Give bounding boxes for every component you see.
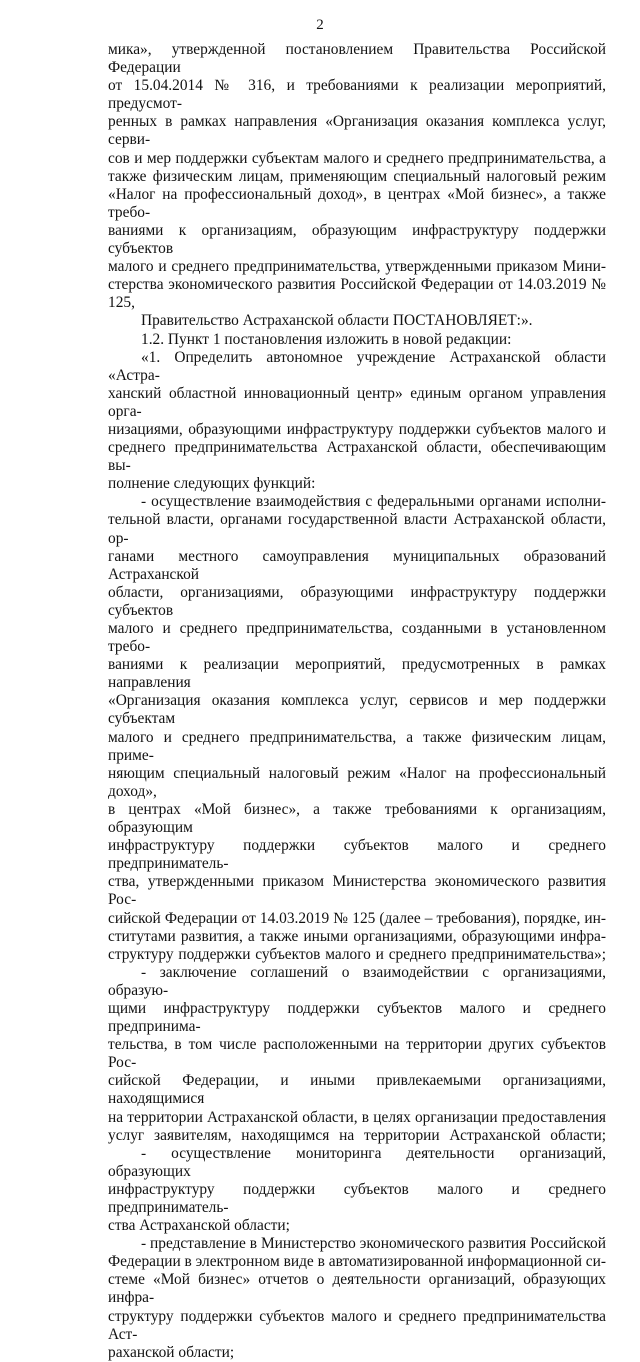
text-line: в центрах «Мой бизнес», а также требованиями к организациям, образующим	[108, 800, 606, 837]
text-line: области, организациями, образующими инфраструктуру поддержки субъектов	[108, 583, 606, 619]
text-line: инфраструктуру поддержки субъектов малого и среднего предприниматель-	[108, 1180, 606, 1216]
text-line: 1.2. Пункт 1 постановления изложить в новой редакции:	[141, 330, 512, 348]
text-line: - заключение соглашений о взаимодействии с организациями, образую-	[108, 963, 606, 999]
text-line: малого и среднего предпринимательства, созданными в установленном требо-	[108, 620, 606, 656]
text-line: ства Астраханской области;	[108, 1217, 290, 1235]
text-line: от 15.04.2014 № 316, и требованиями к реализации мероприятий, предусмот-	[108, 77, 606, 113]
text-line: услуг заявителям, находящимся на территории Астраханской области;	[108, 1126, 606, 1144]
text-line: ренных в рамках направления «Организация оказания комплекса услуг, серви-	[108, 113, 606, 149]
text-line: - осуществление взаимодействия с федеральными органами исполни-	[141, 493, 606, 511]
text-line: ститутами развития, а также иными организациями, образующими инфра-	[108, 927, 606, 945]
text-line: мика», утвержденной постановлением Правительства Российской Федерации	[108, 41, 606, 77]
text-line: структуру поддержки субъектов малого и среднего предпринимательства»;	[108, 945, 606, 963]
paragraph	[108, 349, 606, 494]
paragraph	[108, 493, 606, 963]
paragraph	[108, 1145, 606, 1235]
text-line: среднего предпринимательства Астраханской области, обеспечивающим вы-	[108, 439, 606, 475]
paragraph	[108, 331, 606, 349]
text-line: структуру поддержки субъектов малого и среднего предпринимательства Аст-	[108, 1307, 606, 1343]
text-line: малого и среднего предпринимательства, утвержденными приказом Мини-	[108, 258, 606, 276]
text-line: стеме «Мой бизнес» отчетов о деятельности организаций, образующих инфра-	[108, 1271, 606, 1307]
text-line: тельной власти, органами государственной власти Астраханской области, ор-	[108, 511, 606, 547]
text-line: сийской Федерации, и иными привлекаемыми организациями, находящимися	[108, 1072, 606, 1108]
text-line: сов и мер поддержки субъектам малого и среднего предпринимательства, а	[108, 149, 606, 167]
text-line: няющим специальный налоговый режим «Налог на профессиональный доход»,	[108, 764, 606, 800]
text-line: инфраструктуру поддержки субъектов малого и среднего предприниматель-	[108, 837, 606, 873]
text-line: - осуществление мониторинга деятельности организаций, образующих	[108, 1144, 606, 1180]
text-line: - представление в Министерство экономического развития Российской	[141, 1235, 606, 1253]
page-number: 2	[316, 17, 324, 33]
paragraph	[108, 312, 606, 330]
text-line: на территории Астраханской области, в целях организации предоставления	[108, 1108, 606, 1126]
text-line: «1. Определить автономное учреждение Астраханской области «Астра-	[108, 348, 606, 384]
text-line: ваниями к реализации мероприятий, предусмотренных в рамках направления	[108, 656, 606, 692]
paragraph	[108, 964, 606, 1145]
paragraph	[108, 41, 606, 312]
text-line: тельства, в том числе расположенными на территории других субъектов Рос-	[108, 1036, 606, 1072]
text-line: малого и среднего предпринимательства, а также физическим лицам, приме-	[108, 728, 606, 764]
text-line: раханской области;	[108, 1343, 235, 1361]
text-line: также физическим лицам, применяющим специальный налоговый режим	[108, 167, 606, 185]
text-line: «Налог на профессиональный доход», в центрах «Мой бизнес», а также требо-	[108, 185, 606, 221]
text-line: низациями, образующими инфраструктуру поддержки субъектов малого и	[108, 420, 606, 438]
paragraph	[108, 1235, 606, 1362]
text-line: ваниями к организациям, образующим инфраструктуру поддержки субъектов	[108, 221, 606, 258]
text-line: стерства экономического развития Российской Федерации от 14.03.2019 № 125,	[108, 276, 606, 312]
text-line: полнение следующих функций:	[108, 475, 316, 493]
text-line: Федерации в электронном виде в автоматизированной информационной си-	[108, 1253, 606, 1271]
text-line: сийской Федерации от 14.03.2019 № 125 (далее – требования), порядке, ин-	[108, 909, 606, 927]
document-body	[108, 41, 606, 1362]
text-line: ства, утвержденными приказом Министерства экономического развития Рос-	[108, 873, 606, 909]
text-line: ханский областной инновационный центр» единым органом управления орга-	[108, 384, 606, 420]
text-line: ганами местного самоуправления муниципальных образований Астраханской	[108, 547, 606, 583]
text-line: Правительство Астраханской области ПОСТАНОВЛЯЕТ:».	[141, 312, 533, 330]
text-line: щими инфраструктуру поддержки субъектов малого и среднего предпринима-	[108, 999, 606, 1036]
text-line: «Организация оказания комплекса услуг, сервисов и мер поддержки субъектам	[108, 692, 606, 728]
